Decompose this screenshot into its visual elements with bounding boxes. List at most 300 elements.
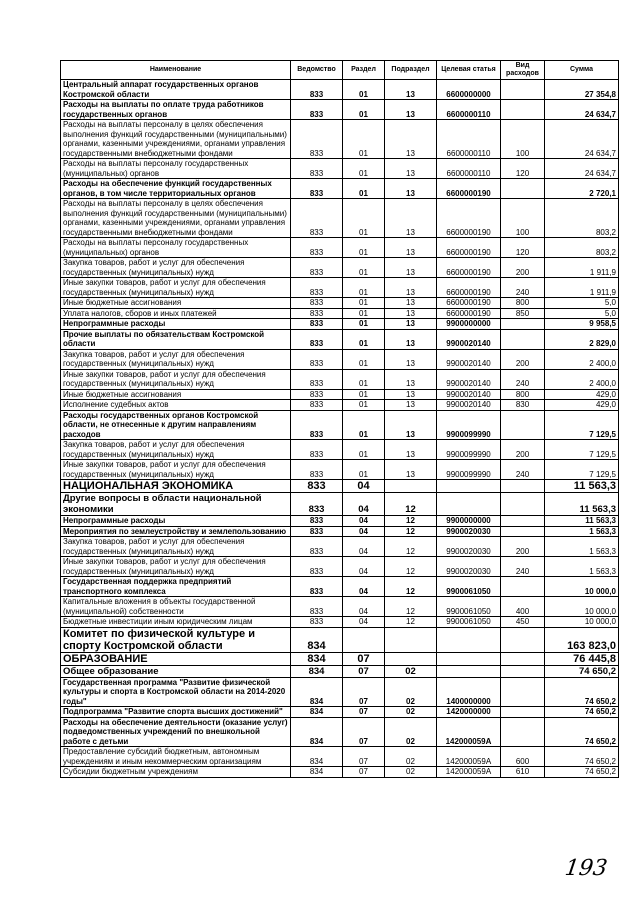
cell-kind: 240 [501, 557, 545, 577]
table-row [61, 516, 619, 527]
table-row [61, 329, 619, 349]
cell-section: 01 [343, 258, 385, 278]
cell-name: Расходы государственных органов Костромской области, не отнесенные к другим направлениям расходов [61, 410, 291, 440]
table-row [61, 120, 619, 159]
cell-section: 01 [343, 120, 385, 159]
cell-target: 142000059А [437, 747, 501, 767]
cell-subsection: 12 [385, 557, 437, 577]
cell-dept: 833 [291, 238, 343, 258]
cell-target: 6600000190 [437, 278, 501, 298]
cell-sum: 74 650,2 [545, 747, 619, 767]
cell-name: Мероприятия по землеустройству и землепользованию [61, 526, 291, 537]
cell-sum: 24 634,7 [545, 120, 619, 159]
cell-section: 04 [343, 597, 385, 617]
cell-section: 04 [343, 526, 385, 537]
cell-sum: 11 563,3 [545, 493, 619, 516]
table-row [61, 677, 619, 707]
cell-kind: 830 [501, 400, 545, 411]
cell-kind [501, 493, 545, 516]
cell-target: 9900020030 [437, 557, 501, 577]
cell-name: Непрограммные расходы [61, 516, 291, 527]
table-row [61, 298, 619, 309]
table-row [61, 308, 619, 319]
table-row [61, 617, 619, 628]
table-row [61, 258, 619, 278]
cell-sum: 74 650,2 [545, 665, 619, 677]
cell-dept: 833 [291, 557, 343, 577]
page-number: 193 [563, 856, 609, 881]
cell-subsection: 13 [385, 258, 437, 278]
cell-subsection: 13 [385, 159, 437, 179]
cell-section: 01 [343, 179, 385, 199]
cell-name: Расходы на обеспечение деятельности (оказание услуг) подведомственных учреждений по внешкольной работе с детьми [61, 717, 291, 747]
header-name: Наименование [61, 61, 291, 80]
cell-name: Капитальные вложения в объекты государственной (муниципальной) собственности [61, 597, 291, 617]
cell-target: 6600000190 [437, 179, 501, 199]
cell-dept: 834 [291, 652, 343, 665]
cell-section: 01 [343, 308, 385, 319]
cell-kind: 800 [501, 389, 545, 400]
cell-sum: 1 563,3 [545, 537, 619, 557]
cell-target: 9900020140 [437, 389, 501, 400]
cell-dept: 833 [291, 329, 343, 349]
cell-section: 01 [343, 389, 385, 400]
cell-sum: 74 650,2 [545, 717, 619, 747]
table-row [61, 460, 619, 480]
cell-dept: 833 [291, 460, 343, 480]
cell-kind: 200 [501, 537, 545, 557]
cell-kind: 610 [501, 767, 545, 778]
cell-sum: 7 129,5 [545, 410, 619, 440]
cell-name: Расходы на выплаты персоналу государственных (муниципальных) органов [61, 159, 291, 179]
cell-dept: 833 [291, 410, 343, 440]
table-row [61, 389, 619, 400]
cell-section: 04 [343, 617, 385, 628]
cell-dept: 833 [291, 526, 343, 537]
cell-target: 6600000190 [437, 199, 501, 238]
cell-target [437, 493, 501, 516]
cell-section: 01 [343, 369, 385, 389]
cell-sum: 74 650,2 [545, 767, 619, 778]
cell-target: 9900020140 [437, 349, 501, 369]
cell-kind [501, 707, 545, 718]
cell-name: Предоставление субсидий бюджетным, автономным учреждениям и иным некоммерческим организациям [61, 747, 291, 767]
cell-dept: 833 [291, 597, 343, 617]
cell-subsection: 13 [385, 369, 437, 389]
header-sum: Сумма [545, 61, 619, 80]
cell-name: Расходы на выплаты персоналу государственных (муниципальных) органов [61, 238, 291, 258]
cell-name: Бюджетные инвестиции иным юридическим лицам [61, 617, 291, 628]
cell-sum: 2 400,0 [545, 349, 619, 369]
table-row [61, 526, 619, 537]
cell-subsection: 13 [385, 410, 437, 440]
cell-kind [501, 410, 545, 440]
cell-subsection: 02 [385, 707, 437, 718]
cell-kind: 240 [501, 460, 545, 480]
cell-kind [501, 627, 545, 652]
cell-sum: 76 445,8 [545, 652, 619, 665]
table-row [61, 652, 619, 665]
cell-name: Расходы на обеспечение функций государственных органов, в том числе территориальных органов [61, 179, 291, 199]
cell-section: 04 [343, 557, 385, 577]
cell-sum: 24 634,7 [545, 100, 619, 120]
cell-kind: 240 [501, 278, 545, 298]
cell-section: 01 [343, 199, 385, 238]
cell-section: 04 [343, 577, 385, 597]
cell-dept: 834 [291, 665, 343, 677]
cell-sum: 9 958,5 [545, 319, 619, 330]
cell-target: 6600000190 [437, 308, 501, 319]
table-row [61, 199, 619, 238]
cell-subsection: 12 [385, 537, 437, 557]
cell-kind [501, 526, 545, 537]
cell-kind: 200 [501, 349, 545, 369]
cell-section: 01 [343, 329, 385, 349]
cell-dept: 833 [291, 369, 343, 389]
cell-name: Подпрограмма "Развитие спорта высших достижений" [61, 707, 291, 718]
table-row [61, 537, 619, 557]
table-row [61, 717, 619, 747]
cell-name: Расходы на выплаты персоналу в целях обеспечения выполнения функций государственными (муниципальными) органами, казенными учреждениями, органами управления государственными внебюджетными фондами [61, 120, 291, 159]
cell-subsection: 13 [385, 400, 437, 411]
cell-sum: 74 650,2 [545, 677, 619, 707]
table-row [61, 100, 619, 120]
cell-section: 01 [343, 238, 385, 258]
cell-section: 04 [343, 516, 385, 527]
cell-subsection: 12 [385, 577, 437, 597]
table-row [61, 557, 619, 577]
cell-target: 9900000000 [437, 516, 501, 527]
cell-target: 142000059А [437, 717, 501, 747]
cell-kind [501, 717, 545, 747]
cell-section: 04 [343, 480, 385, 493]
cell-name: Иные закупки товаров, работ и услуг для обеспечения государственных (муниципальных) нужд [61, 557, 291, 577]
cell-name: НАЦИОНАЛЬНАЯ ЭКОНОМИКА [61, 480, 291, 493]
table-row [61, 577, 619, 597]
cell-target: 9900020140 [437, 369, 501, 389]
table-row [61, 179, 619, 199]
cell-kind: 120 [501, 159, 545, 179]
table-body [61, 80, 619, 778]
cell-section: 04 [343, 493, 385, 516]
cell-name: Закупка товаров, работ и услуг для обеспечения государственных (муниципальных) нужд [61, 258, 291, 278]
header-kind: Вид расходов [501, 61, 545, 80]
cell-section: 07 [343, 717, 385, 747]
cell-target: 6600000190 [437, 258, 501, 278]
cell-target: 9900061050 [437, 617, 501, 628]
cell-section: 01 [343, 278, 385, 298]
cell-dept: 833 [291, 179, 343, 199]
table-row [61, 80, 619, 100]
table-row [61, 597, 619, 617]
cell-subsection: 13 [385, 319, 437, 330]
cell-subsection: 02 [385, 767, 437, 778]
table-row [61, 767, 619, 778]
cell-sum: 5,0 [545, 308, 619, 319]
table-row [61, 707, 619, 718]
table-row [61, 665, 619, 677]
cell-subsection: 12 [385, 617, 437, 628]
cell-sum: 2 829,0 [545, 329, 619, 349]
cell-section: 01 [343, 100, 385, 120]
budget-table [60, 60, 619, 778]
cell-kind [501, 179, 545, 199]
table-row [61, 369, 619, 389]
cell-dept: 833 [291, 308, 343, 319]
cell-dept: 833 [291, 80, 343, 100]
cell-sum: 429,0 [545, 389, 619, 400]
cell-subsection: 13 [385, 329, 437, 349]
cell-kind: 240 [501, 369, 545, 389]
cell-name: Иные закупки товаров, работ и услуг для обеспечения государственных (муниципальных) нужд [61, 278, 291, 298]
table-row [61, 410, 619, 440]
cell-name: Закупка товаров, работ и услуг для обеспечения государственных (муниципальных) нужд [61, 440, 291, 460]
cell-dept: 833 [291, 298, 343, 309]
cell-dept: 833 [291, 389, 343, 400]
cell-name: Иные бюджетные ассигнования [61, 298, 291, 309]
cell-name: Субсидии бюджетным учреждениям [61, 767, 291, 778]
cell-sum: 2 400,0 [545, 369, 619, 389]
cell-name: Государственная поддержка предприятий транспортного комплекса [61, 577, 291, 597]
cell-target [437, 652, 501, 665]
table-row [61, 493, 619, 516]
cell-kind: 200 [501, 440, 545, 460]
cell-section: 07 [343, 652, 385, 665]
cell-kind: 800 [501, 298, 545, 309]
cell-section: 01 [343, 80, 385, 100]
table-row [61, 747, 619, 767]
cell-sum: 803,2 [545, 238, 619, 258]
cell-sum: 1 563,3 [545, 526, 619, 537]
cell-kind [501, 480, 545, 493]
cell-kind [501, 665, 545, 677]
cell-dept: 834 [291, 677, 343, 707]
cell-sum: 5,0 [545, 298, 619, 309]
cell-sum: 163 823,0 [545, 627, 619, 652]
cell-target: 9900061050 [437, 577, 501, 597]
cell-kind: 450 [501, 617, 545, 628]
cell-subsection: 13 [385, 440, 437, 460]
cell-subsection: 13 [385, 278, 437, 298]
table-row [61, 159, 619, 179]
cell-subsection: 13 [385, 298, 437, 309]
cell-kind [501, 577, 545, 597]
cell-sum: 1 563,3 [545, 557, 619, 577]
cell-dept: 833 [291, 440, 343, 460]
cell-sum: 27 354,8 [545, 80, 619, 100]
cell-target: 6600000110 [437, 159, 501, 179]
cell-section: 01 [343, 319, 385, 330]
cell-section: 07 [343, 707, 385, 718]
cell-subsection: 12 [385, 526, 437, 537]
cell-subsection [385, 652, 437, 665]
cell-target: 6600000110 [437, 120, 501, 159]
cell-kind [501, 80, 545, 100]
cell-name: Непрограммные расходы [61, 319, 291, 330]
cell-subsection: 02 [385, 677, 437, 707]
cell-sum: 1 911,9 [545, 278, 619, 298]
table-row [61, 627, 619, 652]
cell-subsection: 13 [385, 120, 437, 159]
cell-target: 9900020140 [437, 329, 501, 349]
budget-table-sheet [60, 60, 618, 778]
cell-dept: 833 [291, 493, 343, 516]
cell-dept: 833 [291, 100, 343, 120]
cell-sum: 10 000,0 [545, 617, 619, 628]
cell-target: 9900000000 [437, 319, 501, 330]
cell-sum: 429,0 [545, 400, 619, 411]
cell-subsection: 13 [385, 349, 437, 369]
cell-sum: 7 129,5 [545, 460, 619, 480]
cell-target: 9900061050 [437, 597, 501, 617]
cell-dept: 834 [291, 717, 343, 747]
cell-kind: 850 [501, 308, 545, 319]
cell-name: ОБРАЗОВАНИЕ [61, 652, 291, 665]
table-row [61, 278, 619, 298]
cell-subsection: 02 [385, 665, 437, 677]
cell-name: Закупка товаров, работ и услуг для обеспечения государственных (муниципальных) нужд [61, 349, 291, 369]
table-row [61, 440, 619, 460]
cell-sum: 11 563,3 [545, 480, 619, 493]
table-header-row [61, 61, 619, 80]
cell-subsection: 13 [385, 460, 437, 480]
table-row [61, 349, 619, 369]
cell-subsection: 12 [385, 597, 437, 617]
cell-name: Иные закупки товаров, работ и услуг для обеспечения государственных (муниципальных) нужд [61, 460, 291, 480]
cell-section: 01 [343, 460, 385, 480]
table-row [61, 238, 619, 258]
cell-target: 6600000110 [437, 100, 501, 120]
cell-target: 1420000000 [437, 707, 501, 718]
cell-name: Закупка товаров, работ и услуг для обеспечения государственных (муниципальных) нужд [61, 537, 291, 557]
cell-target: 9900020030 [437, 537, 501, 557]
cell-name: Уплата налогов, сборов и иных платежей [61, 308, 291, 319]
cell-dept: 833 [291, 199, 343, 238]
cell-sum: 803,2 [545, 199, 619, 238]
cell-kind [501, 652, 545, 665]
header-target: Целевая статья [437, 61, 501, 80]
cell-target: 1400000000 [437, 677, 501, 707]
cell-dept: 833 [291, 159, 343, 179]
cell-name: Иные бюджетные ассигнования [61, 389, 291, 400]
cell-subsection: 13 [385, 308, 437, 319]
cell-target: 9900099990 [437, 460, 501, 480]
header-section: Раздел [343, 61, 385, 80]
cell-dept: 834 [291, 707, 343, 718]
cell-target: 6600000000 [437, 80, 501, 100]
cell-kind [501, 677, 545, 707]
cell-subsection: 13 [385, 389, 437, 400]
cell-subsection: 13 [385, 179, 437, 199]
cell-subsection [385, 480, 437, 493]
cell-section: 01 [343, 349, 385, 369]
cell-name: Общее образование [61, 665, 291, 677]
cell-target: 9900099990 [437, 410, 501, 440]
cell-dept: 833 [291, 319, 343, 330]
cell-section: 07 [343, 677, 385, 707]
cell-name: Иные закупки товаров, работ и услуг для обеспечения государственных (муниципальных) нужд [61, 369, 291, 389]
cell-section: 07 [343, 665, 385, 677]
cell-section [343, 627, 385, 652]
cell-section: 07 [343, 767, 385, 778]
cell-sum: 74 650,2 [545, 707, 619, 718]
cell-target: 6600000190 [437, 298, 501, 309]
cell-subsection: 13 [385, 100, 437, 120]
header-subsection: Подраздел [385, 61, 437, 80]
cell-subsection: 13 [385, 238, 437, 258]
cell-kind [501, 516, 545, 527]
cell-name: Исполнение судебных актов [61, 400, 291, 411]
cell-sum: 7 129,5 [545, 440, 619, 460]
header-dept: Ведомство [291, 61, 343, 80]
cell-subsection [385, 627, 437, 652]
cell-dept: 833 [291, 617, 343, 628]
cell-section: 01 [343, 440, 385, 460]
cell-target [437, 665, 501, 677]
cell-subsection: 02 [385, 717, 437, 747]
cell-section: 01 [343, 159, 385, 179]
cell-dept: 833 [291, 278, 343, 298]
cell-kind: 200 [501, 258, 545, 278]
cell-sum: 11 563,3 [545, 516, 619, 527]
cell-dept: 833 [291, 120, 343, 159]
table-row [61, 400, 619, 411]
cell-section: 01 [343, 400, 385, 411]
cell-subsection: 13 [385, 199, 437, 238]
cell-name: Расходы на выплаты по оплате труда работников государственных органов [61, 100, 291, 120]
cell-section: 07 [343, 747, 385, 767]
cell-section: 01 [343, 298, 385, 309]
cell-dept: 834 [291, 767, 343, 778]
cell-kind: 120 [501, 238, 545, 258]
cell-dept: 833 [291, 577, 343, 597]
cell-section: 01 [343, 410, 385, 440]
cell-target: 6600000190 [437, 238, 501, 258]
cell-target [437, 627, 501, 652]
cell-subsection: 13 [385, 80, 437, 100]
table-row [61, 319, 619, 330]
cell-section: 04 [343, 537, 385, 557]
cell-kind [501, 319, 545, 330]
cell-target: 9900020030 [437, 526, 501, 537]
cell-subsection: 02 [385, 747, 437, 767]
cell-kind [501, 329, 545, 349]
cell-target: 9900099990 [437, 440, 501, 460]
cell-target: 9900020140 [437, 400, 501, 411]
cell-name: Государственная программа "Развитие физической культуры и спорта в Костромской области на 2014-2020 годы" [61, 677, 291, 707]
cell-target: 142000059А [437, 767, 501, 778]
cell-kind: 600 [501, 747, 545, 767]
cell-target [437, 480, 501, 493]
cell-kind: 400 [501, 597, 545, 617]
cell-sum: 10 000,0 [545, 577, 619, 597]
cell-dept: 833 [291, 258, 343, 278]
cell-name: Расходы на выплаты персоналу в целях обеспечения выполнения функций государственными (муниципальными) органами, казенными учреждениями, органами управления государственными внебюджетными фондами [61, 199, 291, 238]
cell-kind: 100 [501, 120, 545, 159]
cell-dept: 833 [291, 537, 343, 557]
cell-name: Прочие выплаты по обязательствам Костромской области [61, 329, 291, 349]
cell-sum: 24 634,7 [545, 159, 619, 179]
cell-kind [501, 100, 545, 120]
cell-sum: 1 911,9 [545, 258, 619, 278]
cell-dept: 833 [291, 349, 343, 369]
cell-subsection: 12 [385, 516, 437, 527]
cell-dept: 833 [291, 516, 343, 527]
cell-dept: 833 [291, 480, 343, 493]
cell-dept: 834 [291, 747, 343, 767]
cell-dept: 834 [291, 627, 343, 652]
cell-sum: 2 720,1 [545, 179, 619, 199]
